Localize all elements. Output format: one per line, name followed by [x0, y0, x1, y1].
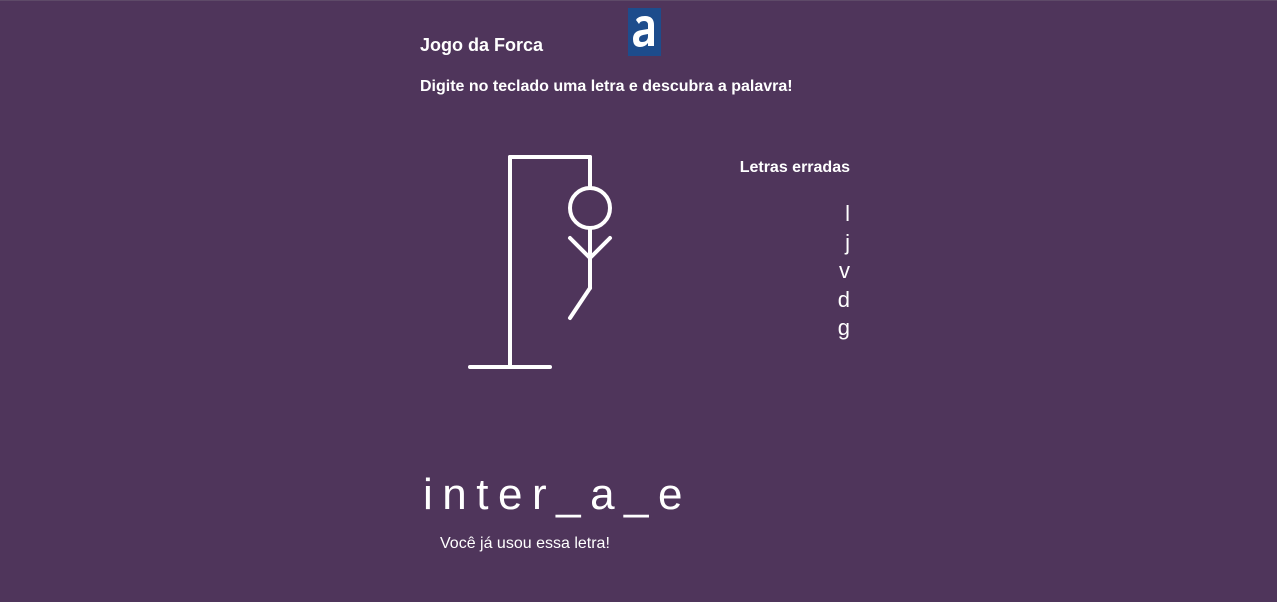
hangman-right-arm: [590, 238, 610, 258]
wrong-letter: d: [837, 286, 850, 312]
brand-a-logo-icon: [628, 8, 661, 56]
page-top-border: [0, 0, 1277, 1]
wrong-letter: j: [845, 229, 850, 255]
wrong-letters-panel: [700, 158, 850, 343]
wrong-letter: g: [837, 315, 850, 340]
wrong-letters-list: [700, 200, 850, 343]
hangman-drawing: [460, 148, 630, 378]
instruction-text: Digite no teclado uma letra e descubra a palavra!: [420, 78, 793, 95]
hangman-head: [570, 188, 610, 228]
secret-word-display: inter_a_e: [423, 470, 692, 519]
wrong-letter: v: [839, 258, 850, 283]
wrong-letters-title: Letras erradas: [739, 159, 850, 176]
wrong-letter: l: [845, 201, 850, 226]
status-message: Você já usou essa letra!: [440, 535, 610, 552]
hangman-left-arm: [570, 238, 590, 258]
hangman-left-leg: [570, 288, 590, 318]
game-title: Jogo da Forca: [420, 35, 544, 55]
